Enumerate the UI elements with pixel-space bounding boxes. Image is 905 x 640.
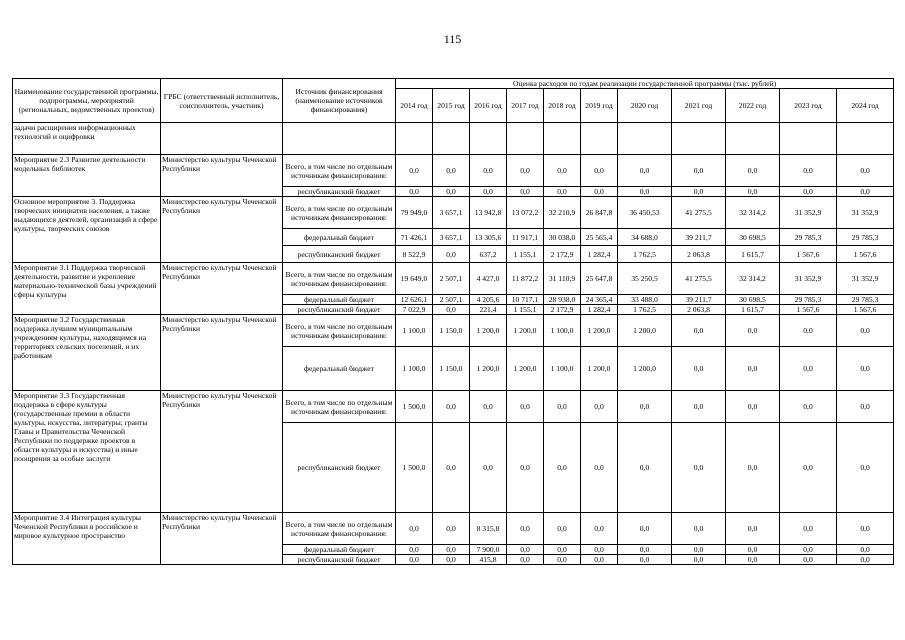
- value-cell: 1 567,6: [837, 246, 894, 263]
- value-cell: 1 100,0: [544, 315, 581, 347]
- value-cell: 0,0: [581, 423, 618, 513]
- value-cell: 0,0: [780, 555, 837, 565]
- header-source: Источник финансирования (наименование источников финансирования): [283, 79, 396, 123]
- value-cell: 0,0: [780, 347, 837, 391]
- value-cell: 1 100,0: [544, 347, 581, 391]
- value-cell: 1 200,0: [581, 347, 618, 391]
- value-cell: 0,0: [544, 545, 581, 555]
- value-cell: 31 110,9: [544, 263, 581, 295]
- header-year-group: Оценка расходов по годам реализации государственной программы (тыс. рублей): [396, 79, 894, 89]
- value-cell: 1 150,0: [433, 347, 470, 391]
- value-cell: 39 211,7: [672, 229, 726, 246]
- header-year: 2022 год: [726, 89, 780, 123]
- value-cell: 0,0: [672, 155, 726, 187]
- value-cell: 0,0: [618, 187, 672, 197]
- source-cell: федеральный бюджет: [283, 295, 396, 305]
- value-cell: 13 305,6: [470, 229, 507, 246]
- value-cell: 0,0: [837, 155, 894, 187]
- header-year: 2021 год: [672, 89, 726, 123]
- activity-name: Мероприятие 3.3 Государственная поддержка в сфере культуры (государственные премии в области культуры, искусства, литературы; гранты Главы и Правительства Чеченской Республики по поддержке проектов в области культуры и искусства) и иные поощрения за особые заслуги: [13, 391, 161, 513]
- value-cell: 1 200,0: [470, 315, 507, 347]
- grbs-cell: Министерство культуры Чеченской Республики: [161, 197, 283, 263]
- value-cell: 0,0: [618, 155, 672, 187]
- value-cell: 71 426,1: [396, 229, 433, 246]
- value-cell: 30 038,0: [544, 229, 581, 246]
- value-cell: 0,0: [837, 423, 894, 513]
- value-cell: 0,0: [507, 187, 544, 197]
- value-cell: 0,0: [433, 555, 470, 565]
- value-cell: 19 649,0: [396, 263, 433, 295]
- value-cell: 0,0: [726, 391, 780, 423]
- value-cell: 0,0: [726, 347, 780, 391]
- value-cell: 0,0: [396, 155, 433, 187]
- value-cell: 0,0: [470, 187, 507, 197]
- value-cell: 1 155,1: [507, 246, 544, 263]
- value-cell: 29 785,3: [780, 229, 837, 246]
- value-cell: [470, 123, 507, 155]
- value-cell: 0,0: [581, 187, 618, 197]
- value-cell: 30 698,5: [726, 229, 780, 246]
- value-cell: 0,0: [726, 155, 780, 187]
- value-cell: 1 500,0: [396, 391, 433, 423]
- source-cell: [283, 123, 396, 155]
- activity-name: Мероприятие 3.2 Государственная поддержка лучшим муниципальным учреждениям культуры, находящимся на территориях сельских поселений, и их работникам: [13, 315, 161, 391]
- header-year: 2018 год: [544, 89, 581, 123]
- value-cell: 0,0: [470, 155, 507, 187]
- value-cell: 1 567,6: [780, 246, 837, 263]
- table-row: [13, 513, 894, 545]
- value-cell: 0,0: [780, 545, 837, 555]
- value-cell: 2 172,9: [544, 305, 581, 315]
- value-cell: 4 205,6: [470, 295, 507, 305]
- value-cell: [581, 123, 618, 155]
- source-cell: федеральный бюджет: [283, 347, 396, 391]
- grbs-cell: Министерство культуры Чеченской Республики: [161, 315, 283, 391]
- value-cell: 0,0: [544, 391, 581, 423]
- value-cell: 0,0: [581, 155, 618, 187]
- value-cell: 33 488,0: [618, 295, 672, 305]
- value-cell: 0,0: [618, 423, 672, 513]
- value-cell: 2 063,8: [672, 305, 726, 315]
- value-cell: 29 785,3: [837, 295, 894, 305]
- value-cell: 0,0: [581, 555, 618, 565]
- value-cell: 0,0: [618, 391, 672, 423]
- source-cell: республиканский бюджет: [283, 555, 396, 565]
- value-cell: 0,0: [837, 187, 894, 197]
- value-cell: 0,0: [507, 555, 544, 565]
- value-cell: 36 450,53: [618, 197, 672, 229]
- value-cell: 0,0: [433, 305, 470, 315]
- value-cell: 0,0: [672, 545, 726, 555]
- value-cell: 29 785,3: [837, 229, 894, 246]
- value-cell: 2 063,8: [672, 246, 726, 263]
- value-cell: 415,8: [470, 555, 507, 565]
- grbs-cell: Министерство культуры Чеченской Республики: [161, 391, 283, 513]
- grbs-cell: [161, 123, 283, 155]
- value-cell: 0,0: [672, 347, 726, 391]
- activity-name: Основное мероприятие 3. Поддержка творческих инициатив населения, а также выдающихся деятелей, организаций в сфере культуры, творческих союзов: [13, 197, 161, 263]
- grbs-cell: Министерство культуры Чеченской Республики: [161, 263, 283, 315]
- value-cell: 0,0: [726, 187, 780, 197]
- value-cell: [780, 123, 837, 155]
- value-cell: 1 282,4: [581, 305, 618, 315]
- source-cell: Всего, в том числе по отдельным источникам финансирования:: [283, 391, 396, 423]
- value-cell: 0,0: [507, 423, 544, 513]
- source-cell: республиканский бюджет: [283, 187, 396, 197]
- source-cell: Всего, в том числе по отдельным источникам финансирования:: [283, 263, 396, 295]
- value-cell: 1 500,0: [396, 423, 433, 513]
- value-cell: 0,0: [672, 513, 726, 545]
- value-cell: 0,0: [780, 315, 837, 347]
- value-cell: 1 615,7: [726, 246, 780, 263]
- value-cell: 0,0: [433, 423, 470, 513]
- value-cell: 0,0: [507, 545, 544, 555]
- value-cell: 7 900,0: [470, 545, 507, 555]
- value-cell: 0,0: [780, 391, 837, 423]
- value-cell: 1 200,0: [507, 347, 544, 391]
- value-cell: 0,0: [396, 513, 433, 545]
- table-row: [13, 391, 894, 423]
- value-cell: 1 155,1: [507, 305, 544, 315]
- value-cell: 39 211,7: [672, 295, 726, 305]
- header-year: 2017 год: [507, 89, 544, 123]
- value-cell: 41 275,5: [672, 197, 726, 229]
- value-cell: 1 150,0: [433, 315, 470, 347]
- value-cell: 79 949,0: [396, 197, 433, 229]
- value-cell: 0,0: [837, 545, 894, 555]
- page-number: 115: [443, 32, 462, 46]
- value-cell: 3 657,1: [433, 229, 470, 246]
- source-cell: республиканский бюджет: [283, 423, 396, 513]
- value-cell: 7 022,9: [396, 305, 433, 315]
- value-cell: 0,0: [837, 555, 894, 565]
- value-cell: 0,0: [837, 315, 894, 347]
- value-cell: 637,2: [470, 246, 507, 263]
- source-cell: федеральный бюджет: [283, 229, 396, 246]
- value-cell: 13 072,2: [507, 197, 544, 229]
- value-cell: 0,0: [780, 513, 837, 545]
- value-cell: 1 567,6: [780, 305, 837, 315]
- value-cell: 0,0: [396, 187, 433, 197]
- value-cell: 31 352,9: [837, 263, 894, 295]
- value-cell: 1 100,0: [396, 315, 433, 347]
- value-cell: 26 847,8: [581, 197, 618, 229]
- budget-table: [12, 78, 894, 565]
- value-cell: 8 522,9: [396, 246, 433, 263]
- source-cell: федеральный бюджет: [283, 545, 396, 555]
- value-cell: 0,0: [433, 545, 470, 555]
- value-cell: 0,0: [433, 513, 470, 545]
- value-cell: 0,0: [433, 155, 470, 187]
- header-year: 2015 год: [433, 89, 470, 123]
- value-cell: 32 314,2: [726, 263, 780, 295]
- value-cell: 0,0: [618, 545, 672, 555]
- value-cell: 12 626,1: [396, 295, 433, 305]
- source-cell: Всего, в том числе по отдельным источникам финансирования:: [283, 315, 396, 347]
- value-cell: 1 615,7: [726, 305, 780, 315]
- header-year: 2020 год: [618, 89, 672, 123]
- value-cell: 24 365,4: [581, 295, 618, 305]
- header-grbs: ГРБС (ответственный исполнитель, соисполнитель, участник): [161, 79, 283, 123]
- value-cell: 1 200,0: [581, 315, 618, 347]
- value-cell: 28 938,0: [544, 295, 581, 305]
- value-cell: 34 688,0: [618, 229, 672, 246]
- source-cell: Всего, в том числе по отдельным источникам финансирования:: [283, 155, 396, 187]
- value-cell: 1 200,0: [618, 315, 672, 347]
- grbs-cell: Министерство культуры Чеченской Республики: [161, 155, 283, 197]
- value-cell: 1 100,0: [396, 347, 433, 391]
- value-cell: 0,0: [780, 187, 837, 197]
- value-cell: 1 762,5: [618, 305, 672, 315]
- value-cell: 0,0: [581, 513, 618, 545]
- header-year: 2019 год: [581, 89, 618, 123]
- value-cell: 0,0: [726, 315, 780, 347]
- value-cell: 0,0: [544, 187, 581, 197]
- value-cell: 0,0: [544, 423, 581, 513]
- value-cell: 0,0: [581, 545, 618, 555]
- header-year: 2024 год: [837, 89, 894, 123]
- value-cell: 0,0: [672, 555, 726, 565]
- value-cell: 2 172,9: [544, 246, 581, 263]
- grbs-cell: Министерство культуры Чеченской Республики: [161, 513, 283, 565]
- value-cell: 0,0: [507, 155, 544, 187]
- value-cell: 32 210,9: [544, 197, 581, 229]
- header-year: 2014 год: [396, 89, 433, 123]
- value-cell: 1 200,0: [618, 347, 672, 391]
- header-name: Наименование государственной программы, подпрограммы, мероприятий (региональных, ведомственных проектов): [13, 79, 161, 123]
- value-cell: 0,0: [396, 555, 433, 565]
- value-cell: 0,0: [581, 391, 618, 423]
- value-cell: 0,0: [672, 187, 726, 197]
- activity-name: Мероприятие 3.1 Поддержка творческой деятельности, развитие и укрепление материально-технической базы учреждений сферы культуры: [13, 263, 161, 315]
- value-cell: 0,0: [618, 555, 672, 565]
- value-cell: [618, 123, 672, 155]
- value-cell: 31 352,9: [837, 197, 894, 229]
- value-cell: 32 314,2: [726, 197, 780, 229]
- value-cell: [544, 123, 581, 155]
- value-cell: 31 352,9: [780, 197, 837, 229]
- value-cell: 29 785,3: [780, 295, 837, 305]
- value-cell: 41 275,5: [672, 263, 726, 295]
- source-cell: Всего, в том числе по отдельным источникам финансирования:: [283, 513, 396, 545]
- value-cell: 221,4: [470, 305, 507, 315]
- value-cell: 0,0: [672, 423, 726, 513]
- value-cell: 0,0: [726, 513, 780, 545]
- value-cell: 0,0: [433, 246, 470, 263]
- activity-name: Мероприятие 3.4 Интеграция культуры Чеченской Республики в российское и мировое культурное пространство: [13, 513, 161, 565]
- value-cell: [726, 123, 780, 155]
- value-cell: 0,0: [470, 391, 507, 423]
- value-cell: 2 507,1: [433, 263, 470, 295]
- value-cell: [837, 123, 894, 155]
- value-cell: 3 657,1: [433, 197, 470, 229]
- value-cell: 0,0: [544, 513, 581, 545]
- value-cell: 0,0: [433, 187, 470, 197]
- value-cell: 0,0: [544, 155, 581, 187]
- value-cell: 35 250,5: [618, 263, 672, 295]
- value-cell: 13 942,8: [470, 197, 507, 229]
- value-cell: 0,0: [726, 555, 780, 565]
- header-year: 2016 год: [470, 89, 507, 123]
- value-cell: 25 565,4: [581, 229, 618, 246]
- value-cell: 25 647,8: [581, 263, 618, 295]
- value-cell: [672, 123, 726, 155]
- table-row: [13, 315, 894, 347]
- source-cell: республиканский бюджет: [283, 305, 396, 315]
- value-cell: 1 200,0: [507, 315, 544, 347]
- source-cell: Всего, в том числе по отдельным источникам финансирования:: [283, 197, 396, 229]
- value-cell: 11 872,2: [507, 263, 544, 295]
- value-cell: 1 567,6: [837, 305, 894, 315]
- value-cell: 0,0: [433, 391, 470, 423]
- value-cell: 0,0: [396, 545, 433, 555]
- table-row: [13, 197, 894, 229]
- value-cell: 1 282,4: [581, 246, 618, 263]
- value-cell: 0,0: [470, 423, 507, 513]
- value-cell: 0,0: [780, 155, 837, 187]
- value-cell: 0,0: [726, 545, 780, 555]
- value-cell: 0,0: [672, 315, 726, 347]
- activity-name: задачи расширения информационных технологий и оцифровки: [13, 123, 161, 155]
- value-cell: 0,0: [618, 513, 672, 545]
- value-cell: 0,0: [507, 391, 544, 423]
- value-cell: 1 762,5: [618, 246, 672, 263]
- value-cell: 2 507,1: [433, 295, 470, 305]
- value-cell: 0,0: [544, 555, 581, 565]
- value-cell: [507, 123, 544, 155]
- value-cell: 0,0: [837, 347, 894, 391]
- table-row: [13, 263, 894, 295]
- activity-name: Мероприятие 2.3 Развитие деятельности модельных библиотек: [13, 155, 161, 197]
- header-year: 2023 год: [780, 89, 837, 123]
- value-cell: [433, 123, 470, 155]
- value-cell: 31 352,9: [780, 263, 837, 295]
- value-cell: 0,0: [837, 513, 894, 545]
- value-cell: 0,0: [837, 391, 894, 423]
- value-cell: 8 315,8: [470, 513, 507, 545]
- table-row: [13, 155, 894, 187]
- value-cell: 0,0: [780, 423, 837, 513]
- value-cell: 1 200,0: [470, 347, 507, 391]
- value-cell: 11 917,1: [507, 229, 544, 246]
- value-cell: 0,0: [726, 423, 780, 513]
- value-cell: [396, 123, 433, 155]
- value-cell: 10 717,1: [507, 295, 544, 305]
- value-cell: 0,0: [507, 513, 544, 545]
- source-cell: республиканский бюджет: [283, 246, 396, 263]
- value-cell: 0,0: [672, 391, 726, 423]
- value-cell: 4 427,0: [470, 263, 507, 295]
- value-cell: 30 698,5: [726, 295, 780, 305]
- table-row: [13, 123, 894, 155]
